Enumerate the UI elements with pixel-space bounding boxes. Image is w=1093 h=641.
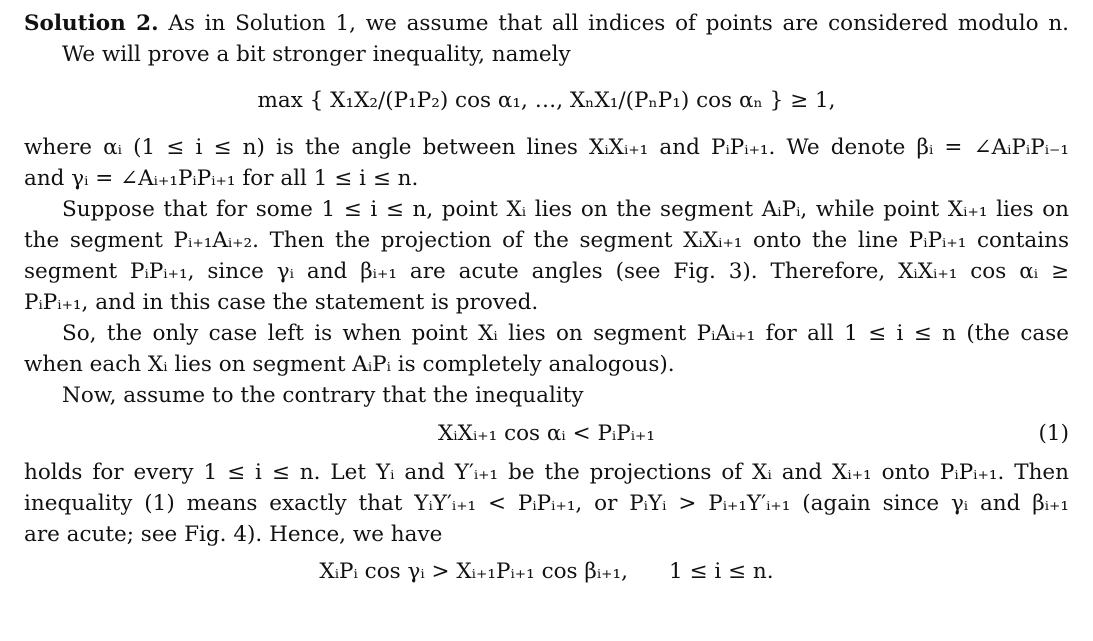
text-line: Now, assume to the contrary that the inequality (62, 383, 584, 408)
text-line: where αᵢ (1 ≤ i ≤ n) is the angle between lines XᵢXᵢ₊₁ and PᵢPᵢ₊₁. We denote βᵢ = ∠AᵢPᵢPᵢ₋₁ (24, 135, 1069, 160)
text-line: holds for every 1 ≤ i ≤ n. Let Yᵢ and Y′ᵢ₊₁ be the projections of Xᵢ and Xᵢ₊₁ onto PᵢPᵢ₊₁. Then (24, 460, 1069, 485)
text-line: when each Xᵢ lies on segment AᵢPᵢ is completely analogous). (24, 352, 675, 377)
formula-text: max { X₁X₂/(P₁P₂) cos α₁, …, XₙX₁/(PₙP₁) cos αₙ } ≥ 1, (257, 88, 836, 113)
display-formula-final (24, 550, 1069, 594)
text-line: We will prove a bit stronger inequality, namely (62, 42, 571, 67)
text-line: segment PᵢPᵢ₊₁, since γᵢ and βᵢ₊₁ are acute angles (see Fig. 3). Therefore, XᵢXᵢ₊₁ cos αᵢ ≥ (24, 259, 1069, 284)
text-line: are acute; see Fig. 4). Hence, we have (24, 522, 443, 547)
text-line: the segment Pᵢ₊₁Aᵢ₊₂. Then the projection of the segment XᵢXᵢ₊₁ onto the line PᵢPᵢ₊₁ contains (24, 228, 1069, 253)
display-formula-max (24, 70, 1069, 132)
equation-number: (1) (1038, 421, 1069, 446)
text-line: PᵢPᵢ₊₁, and in this case the statement is proved. (24, 290, 539, 315)
text-line: Suppose that for some 1 ≤ i ≤ n, point Xᵢ lies on the segment AᵢPᵢ, while point Xᵢ₊₁ lies on (62, 197, 1069, 222)
text-line: So, the only case left is when point Xᵢ lies on segment PᵢAᵢ₊₁ for all 1 ≤ i ≤ n (the case (62, 321, 1069, 346)
text-line: and γᵢ = ∠Aᵢ₊₁PᵢPᵢ₊₁ for all 1 ≤ i ≤ n. (24, 166, 419, 191)
text-line: inequality (1) means exactly that YᵢY′ᵢ₊₁ < PᵢPᵢ₊₁, or PᵢYᵢ > Pᵢ₊₁Y′ᵢ₊₁ (again since γᵢ and βᵢ₊₁ (24, 491, 1069, 516)
paragraph-line-1 (24, 8, 1069, 39)
display-formula-1 (24, 411, 1069, 457)
formula-text: XᵢXᵢ₊₁ cos αᵢ < PᵢPᵢ₊₁ (438, 421, 655, 446)
solution-heading: Solution 2. (24, 11, 159, 36)
text-line: As in Solution 1, we assume that all indices of points are considered modulo n. (158, 11, 1070, 36)
formula-text: XᵢPᵢ cos γᵢ > Xᵢ₊₁Pᵢ₊₁ cos βᵢ₊₁, 1 ≤ i ≤ n. (319, 559, 774, 584)
